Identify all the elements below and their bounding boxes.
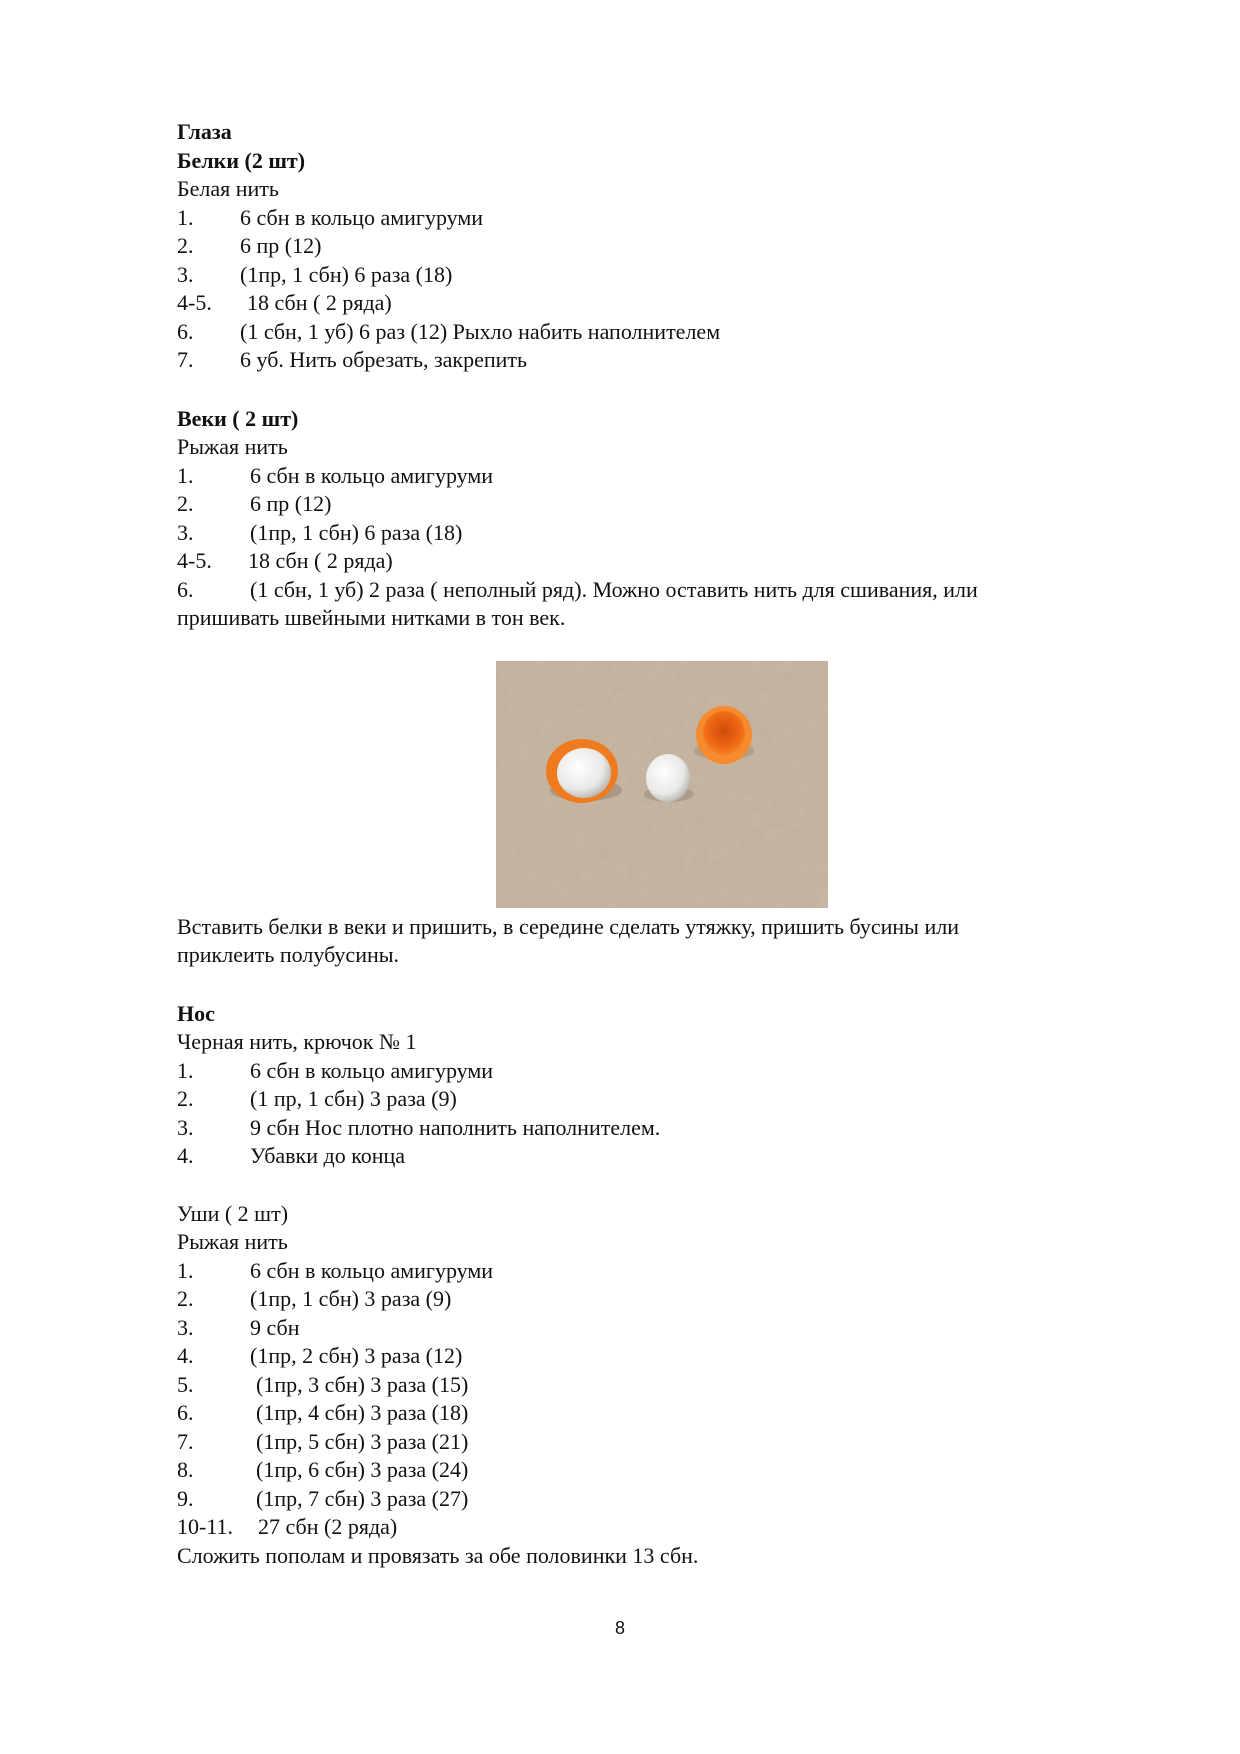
row-number: 4-5. <box>177 290 212 315</box>
page-number: 8 <box>614 1618 625 1638</box>
row-text: 6 сбн в кольцо амигуруми <box>250 1258 494 1283</box>
lids-yarn: Рыжая нить <box>177 434 288 459</box>
ears-row <box>177 1371 469 1399</box>
whites-row <box>177 261 453 289</box>
row-number: 5. <box>177 1372 194 1397</box>
row-number: 3. <box>177 520 194 545</box>
row-number: 1. <box>177 1258 194 1283</box>
row-text: 6 уб. Нить обрезать, закрепить <box>240 347 528 372</box>
ears-row <box>177 1314 300 1342</box>
nose-yarn: Черная нить, крючок № 1 <box>177 1029 417 1054</box>
ears-row <box>177 1485 469 1513</box>
nose-row <box>177 1085 457 1113</box>
ears-row <box>177 1285 452 1313</box>
row-text: (1 пр, 1 сбн) 3 раза (9) <box>250 1086 457 1111</box>
ears-row <box>177 1428 469 1456</box>
lids-row <box>177 547 393 575</box>
nose-row <box>177 1057 494 1085</box>
whites-row <box>177 204 484 232</box>
row-text: (1пр, 1 сбн) 6 раза (18) <box>240 262 453 287</box>
ears-row <box>177 1513 398 1541</box>
row-number: 1. <box>177 1058 194 1083</box>
whites-row <box>177 346 528 374</box>
row-text: (1пр, 5 сбн) 3 раза (21) <box>256 1429 469 1454</box>
row-number: 4-5. <box>177 548 212 573</box>
section-title-ears: Уши ( 2 шт) <box>177 1201 289 1226</box>
row-text: 9 сбн Нос плотно наполнить наполнителем. <box>250 1115 661 1140</box>
ears-yarn: Рыжая нить <box>177 1229 288 1254</box>
row-text: 18 сбн ( 2 ряда) <box>247 290 392 315</box>
row-text: (1пр, 4 сбн) 3 раза (18) <box>256 1400 469 1425</box>
row-text: (1пр, 2 сбн) 3 раза (12) <box>250 1343 463 1368</box>
row-number: 9. <box>177 1486 194 1511</box>
row-text: (1 сбн, 1 уб) 6 раз (12) Рыхло набить наполнителем <box>240 319 721 344</box>
assembly-text: приклеить полубусины. <box>177 942 400 967</box>
row-number: 3. <box>177 262 194 287</box>
whites-row <box>177 289 392 317</box>
whites-row <box>177 232 322 260</box>
row-number: 2. <box>177 1286 194 1311</box>
subsection-title-lids: Веки ( 2 шт) <box>177 406 299 431</box>
row-text: 18 сбн ( 2 ряда) <box>248 548 393 573</box>
row-text: (1пр, 1 сбн) 3 раза (9) <box>250 1286 452 1311</box>
row-number: 4. <box>177 1143 194 1168</box>
row-number: 4. <box>177 1343 194 1368</box>
nose-row <box>177 1142 406 1170</box>
row-number: 2. <box>177 491 194 516</box>
lids-row <box>177 576 978 604</box>
row-number: 1. <box>177 463 194 488</box>
whites-yarn: Белая нить <box>177 176 279 201</box>
row-text: 6 сбн в кольцо амигуруми <box>240 205 484 230</box>
row-number: 2. <box>177 1086 194 1111</box>
ears-fold-text: Сложить пополам и провязать за обе половинки 13 сбн. <box>177 1543 699 1568</box>
row-text: Убавки до конца <box>250 1143 406 1168</box>
row-number: 3. <box>177 1315 194 1340</box>
ears-row <box>177 1342 463 1370</box>
row-text: (1пр, 3 сбн) 3 раза (15) <box>256 1372 469 1397</box>
row-number: 3. <box>177 1115 194 1140</box>
row-text: (1пр, 7 сбн) 3 раза (27) <box>256 1486 469 1511</box>
eye-parts-photo <box>496 661 828 908</box>
row-text: (1пр, 1 сбн) 6 раза (18) <box>250 520 463 545</box>
row-number: 8. <box>177 1457 194 1482</box>
ears-row <box>177 1456 469 1484</box>
row-number: 6. <box>177 319 194 344</box>
row-text: 6 сбн в кольцо амигуруми <box>250 463 494 488</box>
nose-row <box>177 1114 661 1142</box>
row-number: 7. <box>177 347 194 372</box>
lids-row <box>177 490 332 518</box>
section-title-eyes: Глаза <box>177 119 232 144</box>
ears-row <box>177 1257 494 1285</box>
eye-parts-photo-illustration <box>496 661 828 908</box>
row-text: 6 сбн в кольцо амигуруми <box>250 1058 494 1083</box>
row-text: (1 сбн, 1 уб) 2 раза ( неполный ряд). Можно оставить нить для сшивания, или <box>250 577 978 602</box>
row-text: (1пр, 6 сбн) 3 раза (24) <box>256 1457 469 1482</box>
lids-row <box>177 519 463 547</box>
row-text: 6 пр (12) <box>240 233 322 258</box>
assembly-text: Вставить белки в веки и пришить, в середине сделать утяжку, пришить бусины или <box>177 914 959 939</box>
row-number: 6. <box>177 1400 194 1425</box>
row-number: 1. <box>177 205 194 230</box>
ears-row <box>177 1399 469 1427</box>
row-number: 7. <box>177 1429 194 1454</box>
row-number: 10-11. <box>177 1514 234 1539</box>
lids-row-continuation: пришивать швейными нитками в тон век. <box>177 605 566 630</box>
row-number: 2. <box>177 233 194 258</box>
row-text: 6 пр (12) <box>250 491 332 516</box>
lids-row <box>177 462 494 490</box>
whites-row <box>177 318 721 346</box>
row-number: 6. <box>177 577 194 602</box>
row-text: 27 сбн (2 ряда) <box>258 1514 398 1539</box>
subsection-title-whites: Белки (2 шт) <box>177 148 306 173</box>
row-text: 9 сбн <box>250 1315 300 1340</box>
section-title-nose: Нос <box>177 1001 215 1026</box>
